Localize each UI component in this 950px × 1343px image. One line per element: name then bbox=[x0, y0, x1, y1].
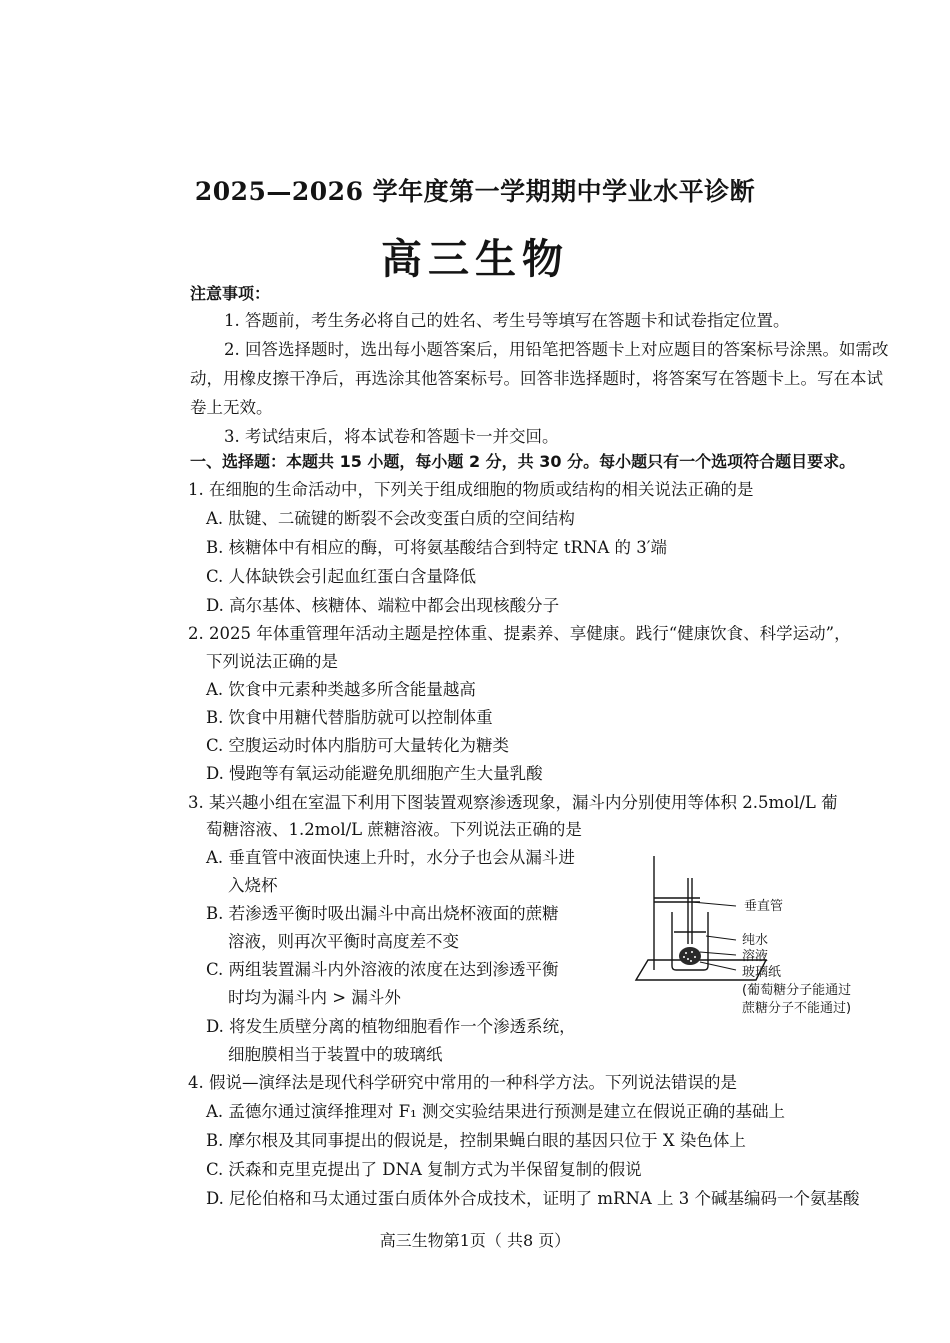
leader-line bbox=[706, 936, 736, 940]
label-vertical-tube: 垂直管 bbox=[744, 899, 784, 914]
question-option: C. 人体缺铁会引起血红蛋白含量降低 bbox=[206, 567, 477, 586]
question-option-continued: 溶液，则再次平衡时高度差不变 bbox=[228, 932, 459, 951]
question-stem: 4. 假说—演绎法是现代科学研究中常用的一种科学方法。下列说法错误的是 bbox=[188, 1073, 737, 1092]
question-option: C. 空腹运动时体内脂肪可大量转化为糖类 bbox=[206, 736, 510, 755]
label-solution: 溶液 bbox=[742, 949, 769, 964]
question-option: C. 两组装置漏斗内外溶液的浓度在达到渗透平衡 bbox=[206, 960, 559, 979]
osmosis-apparatus-figure bbox=[628, 852, 888, 1022]
question-option: B. 核糖体中有相应的酶，可将氨基酸结合到特定 tRNA 的 3′端 bbox=[206, 538, 668, 557]
question-option: A. 垂直管中液面快速上升时，水分子也会从漏斗进 bbox=[206, 848, 575, 867]
question-stem-continued: 萄糖溶液、1.2mol/L 蔗糖溶液。下列说法正确的是 bbox=[206, 820, 582, 839]
question-option-continued: 入烧杯 bbox=[228, 876, 278, 895]
question-stem-continued: 下列说法正确的是 bbox=[206, 652, 338, 671]
notice-title: 注意事项： bbox=[190, 284, 271, 303]
question-option: A. 饮食中元素种类越多所含能量越高 bbox=[206, 680, 476, 699]
funnel-solution bbox=[679, 947, 701, 965]
question-option: D. 慢跑等有氧运动能避免肌细胞产生大量乳酸 bbox=[206, 764, 543, 783]
leader-line bbox=[692, 902, 736, 906]
question-option: B. 摩尔根及其同事提出的假说是，控制果蝇白眼的基因只位于 X 染色体上 bbox=[206, 1131, 746, 1150]
exam-title: 2025—2026 学年度第一学期期中学业水平诊断 bbox=[194, 177, 756, 206]
question-stem: 3. 某兴趣小组在室温下利用下图装置观察渗透现象，漏斗内分别使用等体积 2.5mol/L 葡 bbox=[188, 793, 838, 812]
label-cellophane: 玻璃纸 bbox=[742, 965, 782, 980]
question-option: A. 肽键、二硫键的断裂不会改变蛋白质的空间结构 bbox=[206, 509, 575, 528]
page-footer: 高三生物第1页（ 共8 页） bbox=[379, 1231, 571, 1250]
leader-line bbox=[700, 962, 736, 970]
question-option: D. 尼伦伯格和马太通过蛋白质体外合成技术，证明了 mRNA 上 3 个碱基编码一个氨基酸 bbox=[206, 1189, 860, 1208]
question-option: D. 高尔基体、核糖体、端粒中都会出现核酸分子 bbox=[206, 596, 560, 615]
leader-line bbox=[700, 952, 736, 955]
question-option: B. 饮食中用糖代替脂肪就可以控制体重 bbox=[206, 708, 493, 727]
question-option: C. 沃森和克里克提出了 DNA 复制方式为半保留复制的假说 bbox=[206, 1160, 642, 1179]
subject-title: 高三生物 bbox=[381, 235, 569, 283]
label-note-glucose: (葡萄糖分子能通过 bbox=[742, 983, 852, 998]
question-option-continued: 时均为漏斗内 > 漏斗外 bbox=[228, 988, 401, 1007]
question-stem: 2. 2025 年体重管理年活动主题是控体重、提素养、享健康。践行“健康饮食、科学运动”， bbox=[188, 624, 851, 643]
question-option-continued: 细胞膜相当于装置中的玻璃纸 bbox=[228, 1045, 443, 1064]
question-option: D. 将发生质壁分离的植物细胞看作一个渗透系统， bbox=[206, 1017, 576, 1036]
question-option: A. 孟德尔通过演绎推理对 F₁ 测交实验结果进行预测是建立在假说正确的基础上 bbox=[206, 1102, 785, 1121]
notice-item: 1. 答题前，考生务必将自己的姓名、考生号等填写在答题卡和试卷指定位置。 bbox=[224, 311, 790, 330]
label-pure-water: 纯水 bbox=[742, 933, 769, 948]
question-stem: 1. 在细胞的生命活动中，下列关于组成细胞的物质或结构的相关说法正确的是 bbox=[188, 480, 754, 499]
label-note-sucrose: 蔗糖分子不能通过) bbox=[742, 1001, 852, 1016]
question-option: B. 若渗透平衡时吸出漏斗中高出烧杯液面的蔗糖 bbox=[206, 904, 559, 923]
notice-list bbox=[190, 306, 890, 451]
notice-item: 3. 考试结束后，将本试卷和答题卡一并交回。 bbox=[224, 427, 559, 446]
section-title: 一、选择题：本题共 15 小题，每小题 2 分，共 30 分。每小题只有一个选项符合题目要求。 bbox=[190, 452, 856, 471]
notice-item: 2. 回答选择题时，选出每小题答案后，用铅笔把答题卡上对应题目的答案标号涂黑。如需改动，用橡皮擦干净后，再选涂其他答案标号。回答非选择题时，将答案写在答题卡上。写在本试卷上无效。 bbox=[190, 340, 889, 417]
